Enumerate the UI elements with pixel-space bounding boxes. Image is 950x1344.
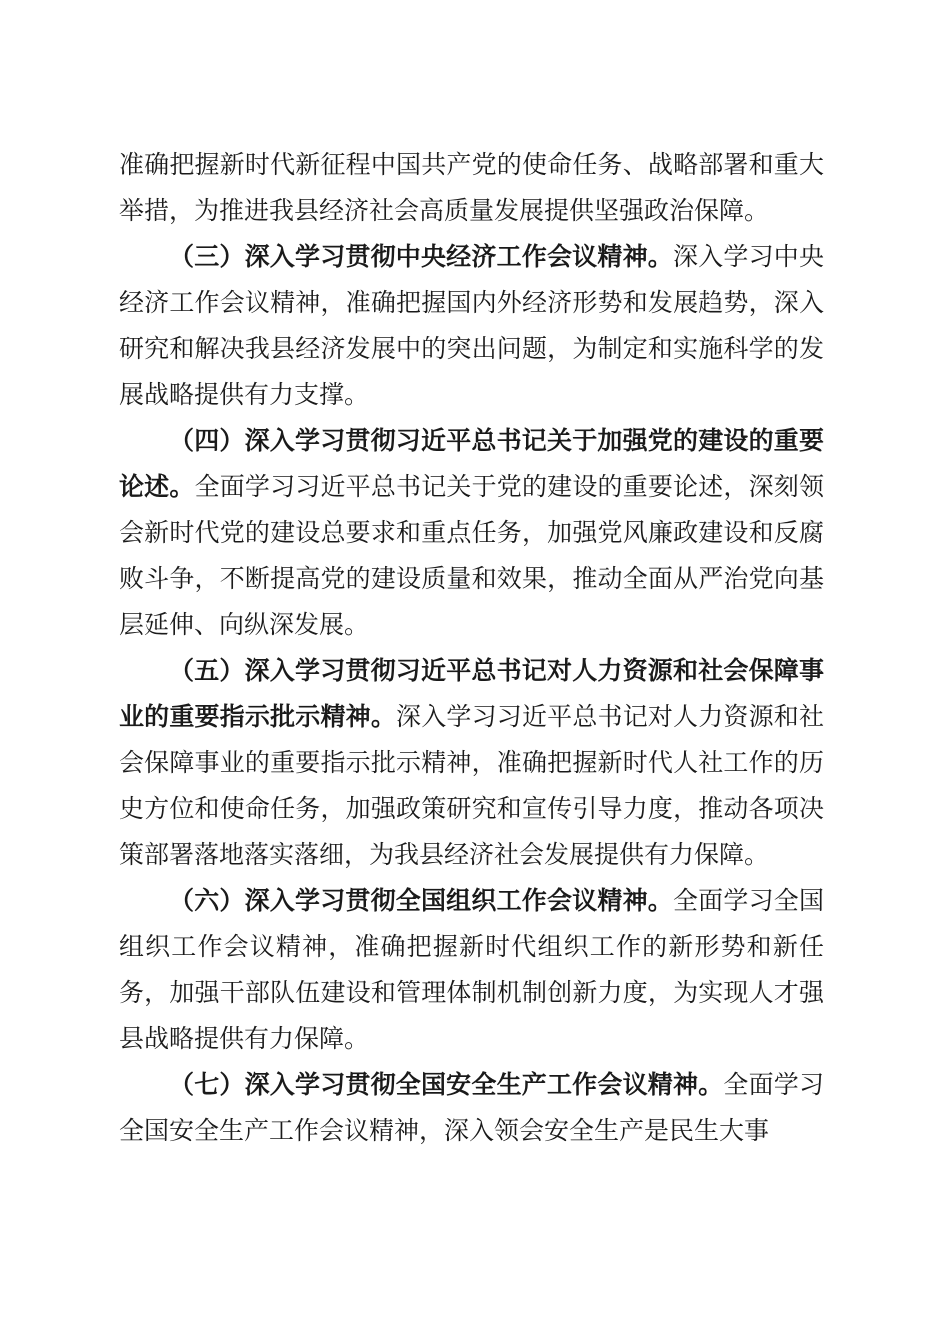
paragraph-4-heading: （四）深入学习贯彻习近平总书记关于加强党的建设的重要论述。 <box>119 426 824 501</box>
continuation-paragraph: 准确把握新时代新征程中国共产党的使命任务、战略部署和重大举措，为推进我县经济社会高质量发展提供坚强政治保障。 <box>119 150 824 225</box>
paragraph-6-body: 全面学习全国组织工作会议精神，准确把握新时代组织工作的新形势和新任务，加强干部队伍建设和管理体制机制创新力度，为实现人才强县战略提供有力保障。 <box>119 886 824 1053</box>
paragraph-7 <box>119 1062 824 1154</box>
paragraph-3-heading: （三）深入学习贯彻中央经济工作会议精神。 <box>169 242 673 271</box>
paragraph-4-body: 全面学习习近平总书记关于党的建设的重要论述，深刻领会新时代党的建设总要求和重点任务，加强党风廉政建设和反腐败斗争，不断提高党的建设质量和效果，推动全面从严治党向基层延伸、向纵深发展。 <box>119 472 824 639</box>
paragraph-6 <box>119 878 824 1062</box>
paragraph-5-body: 深入学习习近平总书记对人力资源和社会保障事业的重要指示批示精神，准确把握新时代人社工作的历史方位和使命任务，加强政策研究和宣传引导力度，推动各项决策部署落地落实落细，为我县经济社会发展提供有力保障。 <box>119 702 824 869</box>
paragraph-6-heading: （六）深入学习贯彻全国组织工作会议精神。 <box>169 886 673 915</box>
paragraph-5 <box>119 648 824 878</box>
paragraph-3-body: 深入学习中央经济工作会议精神，准确把握国内外经济形势和发展趋势，深入研究和解决我县经济发展中的突出问题，为制定和实施科学的发展战略提供有力支撑。 <box>119 242 824 409</box>
paragraph-5-heading: （五）深入学习贯彻习近平总书记对人力资源和社会保障事业的重要指示批示精神。 <box>119 656 824 731</box>
paragraph-4 <box>119 418 824 648</box>
paragraph-7-body: 全面学习全国安全生产工作会议精神，深入领会安全生产是民生大事 <box>119 1070 824 1145</box>
paragraph-3 <box>119 234 824 418</box>
document-body <box>119 142 824 1154</box>
paragraph-7-heading: （七）深入学习贯彻全国安全生产工作会议精神。 <box>169 1070 724 1099</box>
